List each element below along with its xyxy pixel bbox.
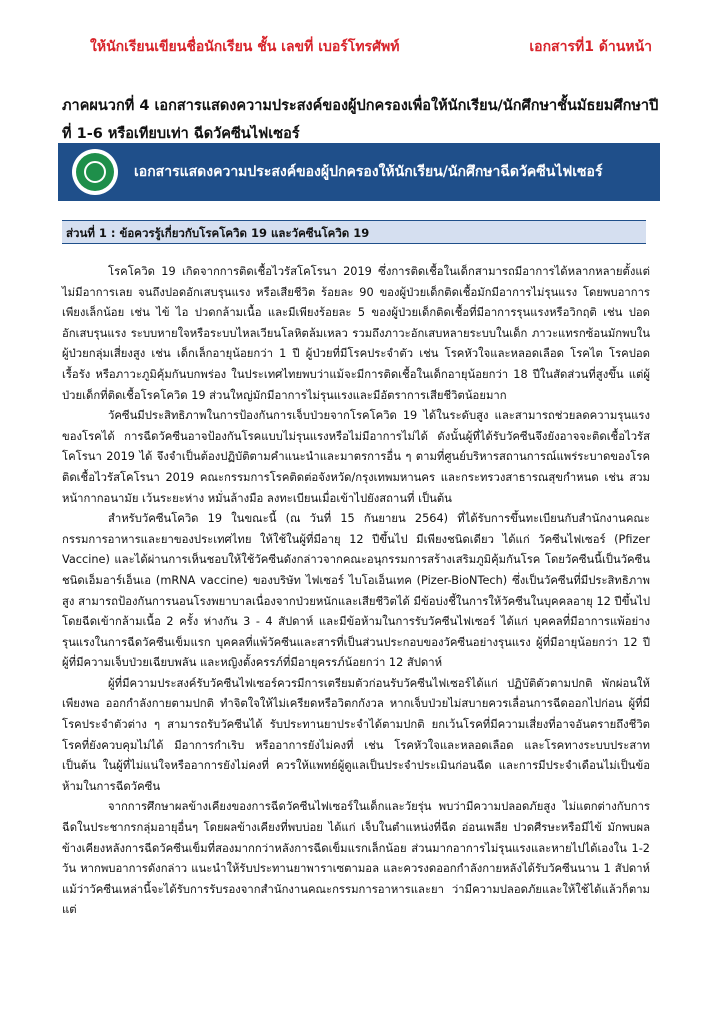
ministry-of-public-health-seal-icon [72, 149, 118, 195]
document-body [62, 262, 650, 921]
page-title: ภาคผนวกที่ 4 เอกสารแสดงความประสงค์ของผู้ปกครองเพื่อให้นักเรียน/นักศึกษาชั้นมัธยมศึกษาปีที่ 1-6 หรือเทียบเท่า ฉีดวัคซีนไฟเซอร์ [62, 98, 659, 142]
paragraph: โรคโควิด 19 เกิดจากการติดเชื้อไวรัสโคโรนา 2019 ซึ่งการติดเชื้อในเด็กสามารถมีอาการได้หลากหลายตั้งแต่ไม่มีอาการเลย จนถึงปอดอักเสบรุนแรง หรือเสียชีวิต ร้อยละ 90 ของผู้ป่วยเด็กติดเชื้อมักมีอาการไม่รุนแรง โดยพบอาการเพียงเล็กน้อย เช่น ไข้ ไอ ปวดกล้ามเนื้อ และมีเพียงร้อยละ 5 ของผู้ป่วยเด็กติดเชื้อที่มีอาการรุนแรงหรือวิกฤติ เช่น ปอดอักเสบรุนแรง ระบบหายใจหรือระบบไหลเวียนโลหิตล้มเหลว รวมถึงภาวะอักเสบหลายระบบในเด็ก ภาวะแทรกซ้อนมักพบในผู้ป่วยกลุ่มเสี่ยงสูง เช่น เด็กเล็กอายุน้อยกว่า 1 ปี ผู้ป่วยที่มีโรคประจำตัว เช่น โรคหัวใจและหลอดเลือด โรคไต โรคปอดเรื้อรัง หรือภาวะภูมิคุ้มกันบกพร่อง ในประเทศไทยพบว่าแม้จะมีการติดเชื้อในเด็กอายุน้อยกว่า 18 ปีในสัดส่วนที่สูงขึ้น แต่ผู้ป่วยเด็กที่ติดเชื้อโรคโควิด 19 ส่วนใหญ่มักมีอาการไม่รุนแรงและมีอัตราการเสียชีวิตน้อยมาก [62, 265, 650, 402]
instruction-note: ให้นักเรียนเขียนชื่อนักเรียน ชั้น เลขที่ เบอร์โทรศัพท์ [90, 39, 400, 55]
header-banner [58, 143, 660, 201]
paragraph: ผู้ที่มีความประสงค์รับวัคซีนไฟเซอร์ควรมีการเตรียมตัวก่อนรับวัคซีนไฟเซอร์ได้แก่ ปฏิบัติตัวตามปกติ พักผ่อนให้เพียงพอ ออกกำลังกายตามปกติ ทำจิตใจให้ไม่เครียดหรือวิตกกังวล หากเจ็บป่วยไม่สบายควรเลื่อนการฉีดออกไปก่อน ผู้ที่มีโรคประจำตัวต่าง ๆ สามารถรับวัคซีนได้ รับประทานยาประจำได้ตามปกติ ยกเว้นโรคที่มีความเสี่ยงที่อาจอันตรายถึงชีวิต โรคที่ยังควบคุมไม่ได้ มีอาการกำเริบ หรืออาการยังไม่คงที่ เช่น โรคหัวใจและหลอดเลือด และโรคทางระบบประสาท เป็นต้น ในผู้ที่ไม่แน่ใจหรืออาการยังไม่คงที่ ควรให้แพทย์ผู้ดูแลเป็นประจำประเมินก่อนฉีด และการมีประจำเดือนไม่เป็นข้อห้ามในการฉีดวัคซีน [62, 676, 650, 793]
banner-title: เอกสารแสดงความประสงค์ของผู้ปกครองให้นักเรียน/นักศึกษาฉีดวัคซีนไฟเซอร์ [134, 164, 603, 180]
paragraph: จากการศึกษาผลข้างเคียงของการฉีดวัคซีนไฟเซอร์ในเด็กและวัยรุ่น พบว่ามีความปลอดภัยสูง ไม่แตกต่างกับการฉีดในประชากรกลุ่มอายุอื่นๆ โดยผลข้างเคียงที่พบบ่อย ได้แก่ เจ็บในตำแหน่งที่ฉีด อ่อนเพลีย ปวดศีรษะหรือมีไข้ มักพบผลข้างเคียงหลังการฉีดวัคซีนเข็มที่สองมากกว่าหลังการฉีดเข็มแรกเล็กน้อย ส่วนมากอาการไม่รุนแรงและหายไปได้เองใน 1-2 วัน หากพบอาการดังกล่าว แนะนำให้รับประทานยาพาราเซตามอล และควรงดออกกำลังกายหลังได้รับวัคซีนนาน 1 สัปดาห์ แม้ว่าวัคซีนเหล่านี้จะได้รับการรับรองจากสำนักงานคณะกรรมการอาหารและยา ว่ามีความปลอดภัยและให้ใช้ได้แล้วก็ตาม แต่ [62, 800, 650, 917]
paragraph: สำหรับวัคซีนโควิด 19 ในขณะนี้ (ณ วันที่ 15 กันยายน 2564) ที่ได้รับการขึ้นทะเบียนกับสำนักงานคณะกรรมการอาหารและยาของประเทศไทย ให้ใช้ในผู้ที่มีอายุ 12 ปีขึ้นไป มีเพียงชนิดเดียว ได้แก่ วัคซีนไฟเซอร์ (Pfizer Vaccine) และได้ผ่านการเห็นชอบให้ใช้วัคซีนดังกล่าวจากคณะอนุกรรมการสร้างเสริมภูมิคุ้มกันโรค โดยวัคซีนนี้เป็นวัคซีนชนิดเอ็มอาร์เอ็นเอ (mRNA vaccine) ของบริษัท ไฟเซอร์ ไบโอเอ็นเทค (Pizer-BioNTech) ซึ่งเป็นวัคซีนที่มีประสิทธิภาพสูง สามารถป้องกันการนอนโรงพยาบาลเนื่องจากป่วยหนักและเสียชีวิตได้ มีข้อบ่งชี้ในการให้วัคซีนในบุคคลอายุ 12 ปีขึ้นไป โดยฉีดเข้ากล้ามเนื้อ 2 ครั้ง ห่างกัน 3 - 4 สัปดาห์ และมีข้อห้ามในการรับวัคซีนไฟเซอร์ ได้แก่ บุคคลที่มีอาการแพ้อย่างรุนแรงในการฉีดวัคซีนเข็มแรก บุคคลที่แพ้วัคซีนและสารที่เป็นส่วนประกอบของวัคซีนอย่างรุนแรง ผู้ที่มีอายุน้อยกว่า 12 ปี ผู้ที่มีความเจ็บป่วยเฉียบพลัน และหญิงตั้งครรภ์ที่มีอายุครรภ์น้อยกว่า 12 สัปดาห์ [62, 512, 650, 670]
document-label: เอกสารที่1 ด้านหน้า [529, 39, 652, 55]
paragraph: วัคซีนมีประสิทธิภาพในการป้องกันการเจ็บป่วยจากโรคโควิด 19 ได้ในระดับสูง และสามารถช่วยลดความรุนแรงของโรคได้ การฉีดวัคซีนอาจป้องกันโรคแบบไม่รุนแรงหรือไม่มีอาการไม่ได้ ดังนั้นผู้ที่ได้รับวัคซีนจึงยังอาจจะติดเชื้อไวรัสโคโรนา 2019 ได้ จึงจำเป็นต้องปฏิบัติตามคำแนะนำและมาตรการอื่น ๆ ตามที่ศูนย์บริหารสถานการณ์แพร่ระบาดของโรคติดเชื้อไวรัสโคโรนา 2019 คณะกรรมการโรคติดต่อจังหวัด/กรุงเทพมหานคร และกระทรวงสาธารณสุขกำหนด เช่น สวมหน้ากากอนามัย เว้นระยะห่าง หมั่นล้างมือ ลงทะเบียนเมื่อเข้าไปยังสถานที่ เป็นต้น [62, 409, 650, 505]
section-heading: ส่วนที่ 1 : ข้อควรรู้เกี่ยวกับโรคโควิด 19 และวัคซีนโควิด 19 [62, 220, 646, 244]
